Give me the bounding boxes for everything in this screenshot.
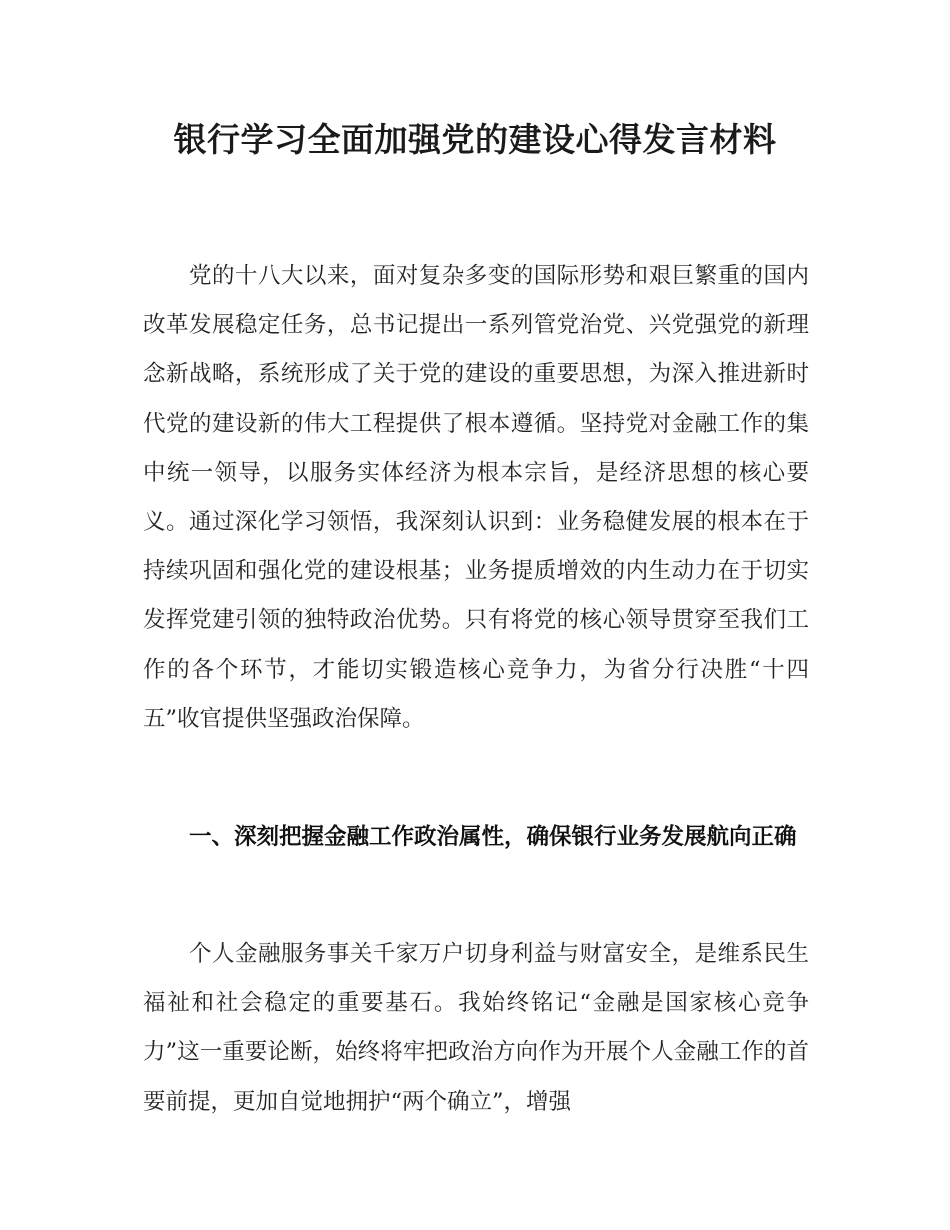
document-title: 银行学习全面加强党的建设心得发言材料: [173, 120, 777, 159]
section-1-paragraph: 个人金融服务事关千家万户切身利益与财富安全，是维系民生福祉和社会稳定的重要基石。我始终铭记“金融是国家核心竞争力”这一重要论断，始终将牢把政治方向作为开展个人金融工作的首要前提，更加自觉地拥护“两个确立”，增强: [143, 941, 809, 1115]
intro-paragraph: 党的十八大以来，面对复杂多变的国际形势和艰巨繁重的国内改革发展稳定任务，总书记提出一系列管党治党、兴党强党的新理念新战略，系统形成了关于党的建设的重要思想，为深入推进新时代党的建设新的伟大工程提供了根本遵循。坚持党对金融工作的集中统一领导，以服务实体经济为根本宗旨，是经济思想的核心要义。通过深化学习领悟，我深刻认识到：业务稳健发展的根本在于持续巩固和强化党的建设根基；业务提质增效的内生动力在于切实发挥党建引领的独特政治优势。只有将党的核心领导贯穿至我们工作的各个环节，才能切实锻造核心竞争力，为省分行决胜“十四五”收官提供坚强政治保障。: [143, 263, 809, 732]
section-heading-1: 一、深刻把握金融工作政治属性，确保银行业务发展航向正确: [189, 824, 797, 850]
